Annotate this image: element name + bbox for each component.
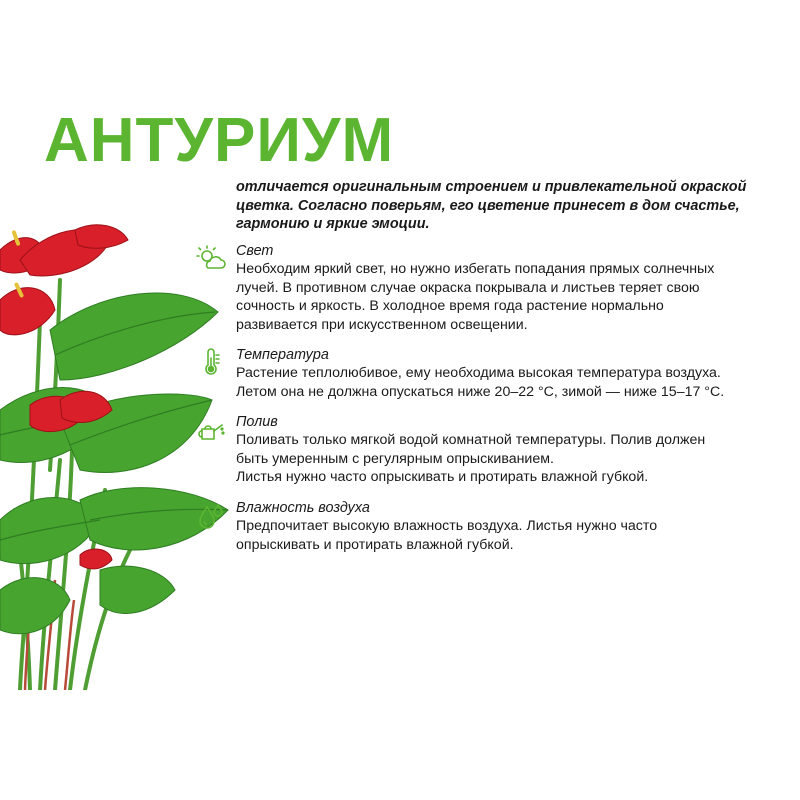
section-text: Необходим яркий свет, но нужно избегать попадания прямых солнечных лучей. В противном случае окраска покрывала и листьев теряет свою сочность и яркость. В холодное время года растение нормально развивается при искусственном освещении. (236, 261, 715, 333)
sun-cloud-icon (196, 244, 226, 274)
section-temperature (236, 346, 796, 401)
section-text: Растение теплолюбивое, ему необходима высокая температура воздуха. Летом она не должна опускаться ниже 20–22 °C, зимой — ниже 15–17 °C. (236, 365, 725, 400)
section-heading: Температура (236, 347, 329, 363)
water-drops-icon (196, 501, 226, 531)
section-text: Поливать только мягкой водой комнатной температуры. Полив должен быть умеренным с регулярным опрыскиванием. Листья нужно часто опрыскивать и протирать влажной губкой. (236, 432, 706, 486)
section-light (236, 242, 796, 334)
section-heading: Свет (236, 243, 274, 259)
section-watering (236, 413, 796, 487)
page-title: АНТУРИУМ (44, 106, 395, 175)
section-humidity (236, 499, 796, 554)
section-text: Предпочитает высокую влажность воздуха. Листья нужно часто опрыскивать и протирать влажной губкой. (236, 518, 658, 553)
section-heading: Полив (236, 414, 278, 430)
section-heading: Влажность воздуха (236, 500, 370, 516)
watering-can-icon (196, 415, 226, 445)
intro-text: отличается оригинальным строением и привлекательной окраской цветка. Согласно поверьям, его цветение принесет в дом счастье, гармонию и яркие эмоции. (236, 179, 747, 233)
anthurium-plant-image (0, 220, 230, 690)
thermometer-icon (196, 348, 226, 378)
